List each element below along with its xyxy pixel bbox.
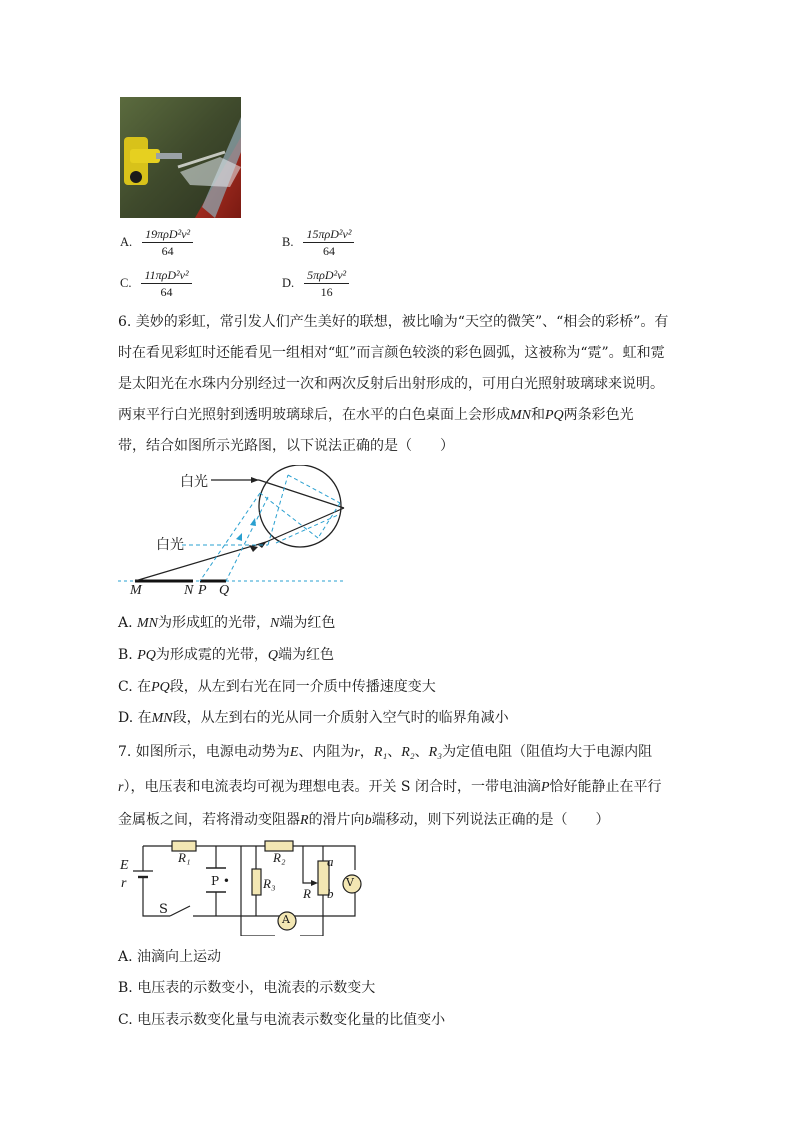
q7-option-a[interactable]: A. 油滴向上运动 [118, 949, 222, 965]
fraction: $\frac{\text{19πρD²v²}}{64}$ [142, 227, 193, 258]
q5-option-c[interactable]: C. $\frac{\text{11πρD²v²}}{64}$ [120, 268, 192, 299]
glass-ball-light-path-diagram [118, 465, 358, 600]
q6-option-c[interactable]: C. 在PQ段，从左到右光在同一介质中传播速度变大 [118, 679, 436, 695]
q7-option-b[interactable]: B. 电压表的示数变小，电流表的示数变大 [118, 980, 376, 996]
label-white-light-top: 白光 [180, 474, 208, 490]
q5-option-d[interactable]: D. $\frac{\text{5πρD²v²}}{16}$ [282, 268, 349, 299]
q6-line-1: 6. 美妙的彩虹，常引发人们产生美好的联想，被比喻为“天空的微笑”、“相会的彩桥”。有 [118, 314, 669, 330]
water-spray-photo [120, 97, 241, 218]
voltmeter-label: V [346, 876, 354, 889]
q6-option-d[interactable]: D. 在MN段，从左到右的光从同一介质射入空气时的临界角减小 [118, 710, 509, 726]
q6-option-b[interactable]: B. PQ为形成霓的光带，Q端为红色 [118, 647, 334, 663]
label-terminal-b: b [327, 886, 334, 901]
circuit-diagram [115, 836, 375, 936]
q6-line-4: 两束平行白光照射到透明玻璃球后，在水平的白色桌面上会形成MN和PQ两条彩色光 [118, 407, 634, 423]
label-rheostat: R [303, 886, 311, 901]
fraction: $\frac{\text{11πρD²v²}}{64}$ [141, 268, 191, 299]
label-m: M [130, 583, 142, 598]
q5-option-a[interactable]: A. $\frac{\text{19πρD²v²}}{64}$ [120, 227, 193, 258]
q7-line-2: r），电压表和电流表均可视为理想电表。开关 S 闭合时，一带电油滴P恰好能静止在平行 [118, 779, 662, 795]
label-q: Q [219, 583, 230, 598]
q6-line-2: 时在看见彩虹时还能看见一组相对“虹”而言颜色较淡的彩色圆弧，这被称为“霓”。虹和霓 [118, 345, 665, 361]
q6-line-3: 是太阳光在水珠内分别经过一次和两次反射后出射形成的，可用白光照射玻璃球来说明。 [118, 376, 664, 392]
ammeter-label: A [282, 913, 290, 926]
label-internal-resistance: r [121, 876, 127, 891]
fraction: $\frac{\text{5πρD²v²}}{16}$ [304, 268, 349, 299]
fraction: $\frac{\text{15πρD²v²}}{64}$ [303, 227, 354, 258]
label-p: P [198, 583, 207, 598]
q7-line-3: 金属板之间，若将滑动变阻器R的滑片向b端移动，则下列说法正确的是（ ） [118, 812, 610, 828]
label-switch: S [159, 902, 168, 917]
q7-option-c[interactable]: C. 电压表示数变化量与电流表示数变化量的比值变小 [118, 1012, 446, 1028]
label-terminal-a: a [327, 854, 334, 869]
label-oil-drop: P • [211, 874, 230, 888]
label-r1: R₁ [178, 850, 191, 865]
q6-line-5: 带，结合如图所示光路图，以下说法正确的是（ ） [118, 438, 454, 454]
label-white-light-bottom: 白光 [156, 537, 184, 553]
label-emf: E [120, 858, 129, 873]
label-r2: R₂ [273, 850, 286, 865]
q7-line-1: 7. 如图所示，电源电动势为E、内阻为r，R₁、R₂、R₃为定值电阻（阻值均大于电源内阻 [118, 744, 653, 760]
q6-option-a[interactable]: A. MN为形成虹的光带，N端为红色 [118, 615, 336, 631]
label-n: N [184, 583, 194, 598]
q5-option-b[interactable]: B. $\frac{\text{15πρD²v²}}{64}$ [282, 227, 354, 258]
label-r3: R₃ [263, 876, 276, 891]
